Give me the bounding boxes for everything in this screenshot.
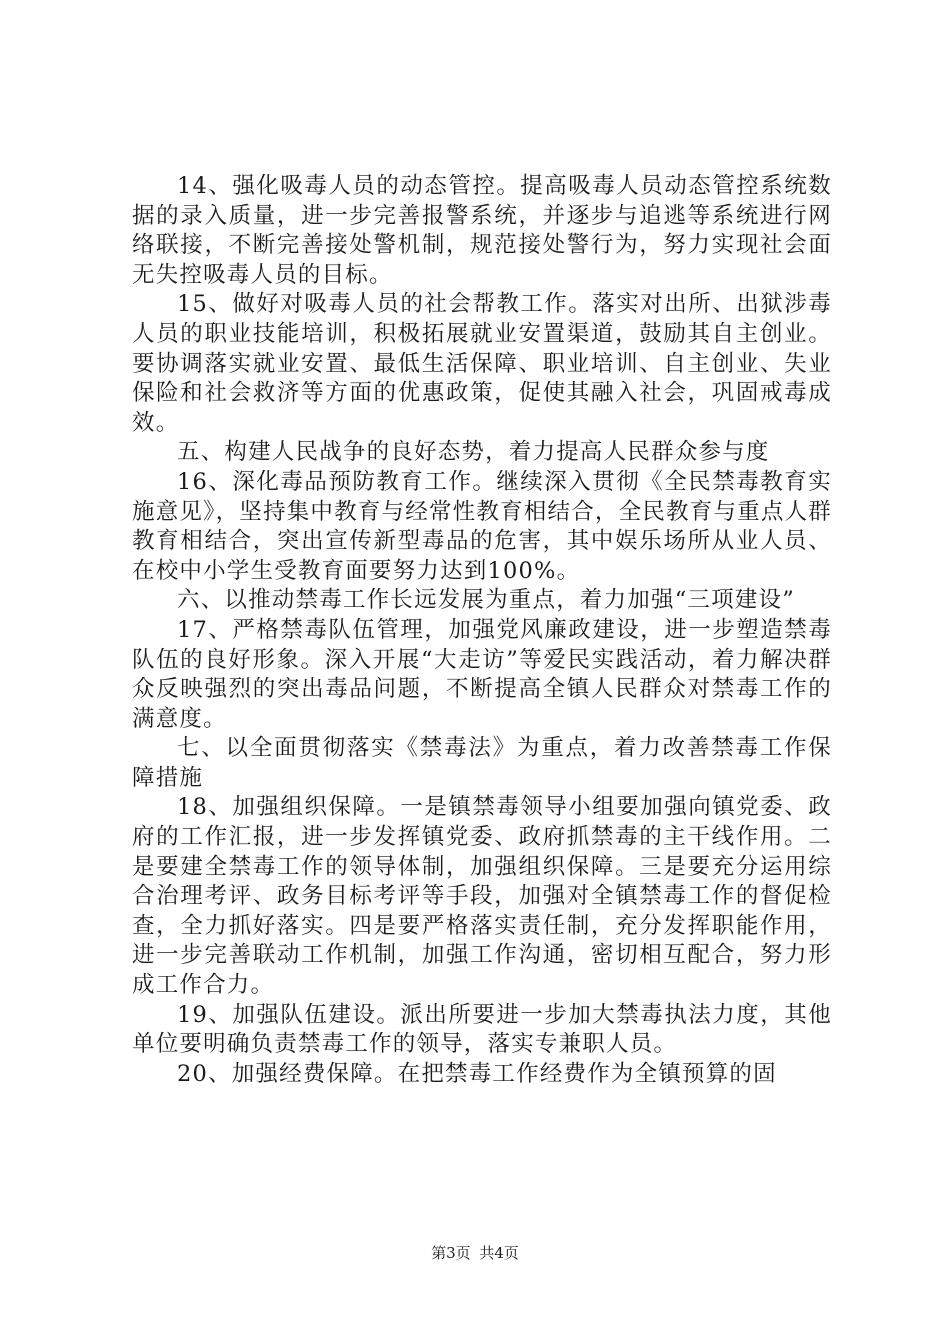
section-heading-7: 七、以全面贯彻落实《禁毒法》为重点，着力改善禁毒工作保障措施 [132,735,832,791]
paragraph-16: 16、深化毒品预防教育工作。继续深入贯彻《全民禁毒教育实施意见》，坚持集中教育与经常性教育相结合，全民教育与重点人群教育相结合，突出宣传新型毒品的危害，其中娱乐场所从业人员、在校中小学生受教育面要努力达到100%。 [132,468,832,584]
paragraph-19: 19、加强队伍建设。派出所要进一步加大禁毒执法力度，其他单位要明确负责禁毒工作的领导，落实专兼职人员。 [132,1001,832,1058]
page-number: 第3页 [431,1244,471,1262]
paragraph-20: 20、加强经费保障。在把禁毒工作经费作为全镇预算的固 [177,1060,777,1087]
paragraph-17: 17、严格禁毒队伍管理，加强党风廉政建设，进一步塑造禁毒队伍的良好形象。深入开展“大走访”等爱民实践活动，着力解决群众反映强烈的突出毒品问题，不断提高全镇人民群众对禁毒工作的满意度。 [132,616,832,732]
page-footer [0,1243,950,1263]
paragraph-18: 18、加强组织保障。一是镇禁毒领导小组要加强向镇党委、政府的工作汇报，进一步发挥镇党委、政府抓禁毒的主干线作用。二是要建全禁毒工作的领导体制，加强组织保障。三是要充分运用综合治理考评、政务目标考评等手段，加强对全镇禁毒工作的督促检查，全力抓好落实。四是要严格落实责任制，充分发挥职能作用，进一步完善联动工作机制，加强工作沟通，密切相互配合，努力形成工作合力。 [132,794,832,999]
section-heading-6: 六、以推动禁毒工作长远发展为重点，着力加强“三项建设” [177,587,795,614]
page-total: 共4页 [479,1244,519,1262]
paragraph-15: 15、做好对吸毒人员的社会帮教工作。落实对出所、出狱涉毒人员的职业技能培训，积极拓展就业安置渠道，鼓励其自主创业。要协调落实就业安置、最低生活保障、职业培训、自主创业、失业保险和社会救济等方面的优惠政策，促使其融入社会，巩固戒毒成效。 [132,291,832,436]
section-heading-5: 五、构建人民战争的良好态势，着力提高人民群众参与度 [177,439,770,466]
paragraph-14: 14、强化吸毒人员的动态管控。提高吸毒人员动态管控系统数据的录入质量，进一步完善报警系统，并逐步与追逃等系统进行网络联接，不断完善接处警机制，规范接处警行为，努力实现社会面无失控吸毒人员的目标。 [132,173,832,288]
document-body [132,172,832,1089]
